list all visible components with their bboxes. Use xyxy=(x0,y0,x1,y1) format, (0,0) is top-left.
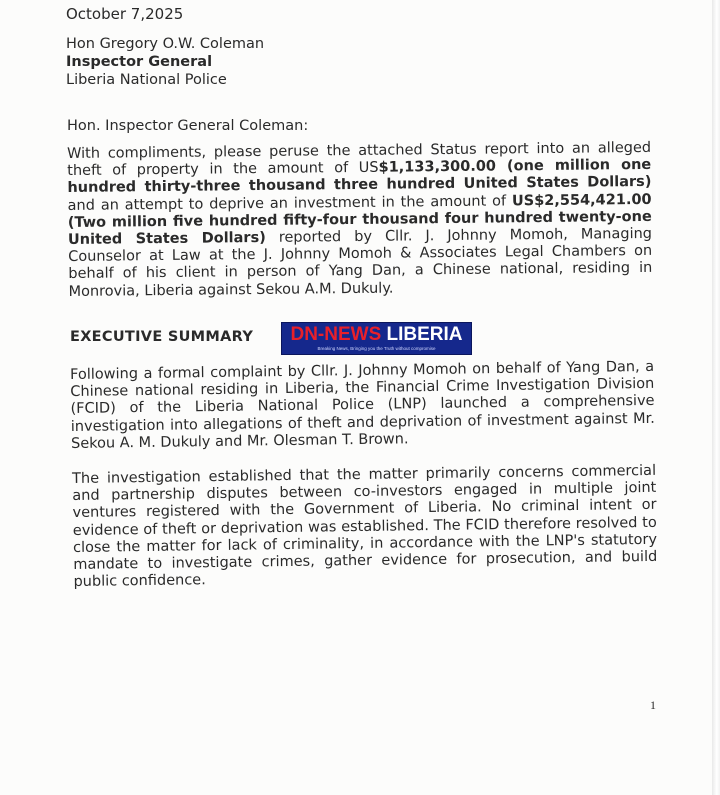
summary-paragraph-2: The investigation established that the matter primarily concerns commercial and partnership disputes between co-investors engaged in multiple joint ventures registered with the Government of Liberia. No criminal intent or evidence of theft or deprivation was established. The FCID therefore resolved to close the matter for lack of criminality, in accordance with the LNP's statutory mandate to investigate crimes, gather evidence for prosecution, and build public confidence. xyxy=(72,462,658,591)
letter-date: October 7,2025 xyxy=(66,5,184,23)
dn-news-liberia-watermark-logo xyxy=(281,322,472,355)
page-number: 1 xyxy=(650,698,656,712)
intro-amount-1: $1,133,300.00 (one million one hundred thirty-three thousand three hundred United States Dollars) xyxy=(67,157,652,197)
recipient-title: Inspector General xyxy=(66,54,213,70)
page-edge-shadow xyxy=(712,0,720,795)
summary-paragraph-1: Following a formal complaint by Cllr. J. Johnny Momoh on behalf of Yang Dan, a Chinese national residing in Liberia, the Financial Crime Investigation Division (FCID) of the Liberia National Police (LNP) launched a comprehensive investigation into allegations of theft and deprivation of investment against Mr. Sekou A. M. Dukuly and Mr. Olesman T. Brown. xyxy=(70,358,655,452)
intro-text-3: reported by Cllr. J. Johnny Momoh, Managing Counselor at Law at the J. Johnny Momoh & Associates Legal Chambers on behalf of his client in person of Yang Dan, a Chinese national, residing in Monrovia, Liberia against Sekou A.M. Dukuly. xyxy=(68,225,653,300)
executive-summary-heading: EXECUTIVE SUMMARY xyxy=(70,329,254,345)
logo-wordmark-part2: LIBERIA xyxy=(386,324,463,345)
logo-wordmark xyxy=(282,324,471,346)
recipient-organization: Liberia National Police xyxy=(66,72,227,88)
logo-tagline: Breaking News, Bringing you the Truth without compromise xyxy=(317,346,436,351)
intro-text-2: and an attempt to deprive an investment in the amount of xyxy=(67,192,513,214)
salutation: Hon. Inspector General Coleman: xyxy=(67,118,309,134)
intro-amount-2: US$2,554,421.00 (Two million five hundred fifty-four thousand four hundred twenty-one United States Dollars) xyxy=(67,191,652,249)
logo-wordmark-part1: DN-NEWS xyxy=(290,324,382,345)
intro-text-1: With compliments, please peruse the attached Status report into an alleged theft of property in the amount of US xyxy=(67,139,652,180)
recipient-name: Hon Gregory O.W. Coleman xyxy=(66,36,265,52)
intro-paragraph xyxy=(67,140,653,301)
